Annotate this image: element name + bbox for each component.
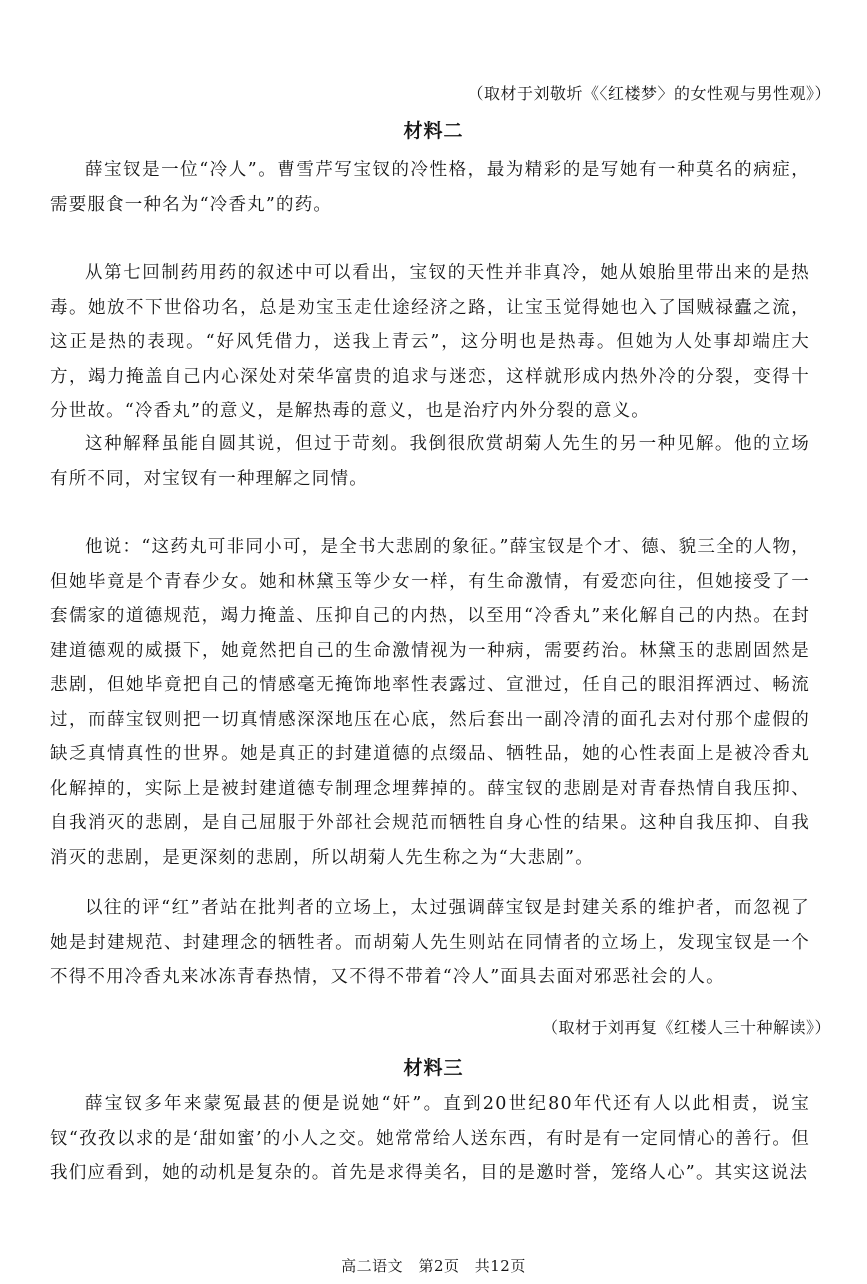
- material-3-heading: 材料三: [403, 1057, 464, 1079]
- footer-subject: 高二语文: [341, 1257, 404, 1275]
- material-2-paragraph-5: 以往的评“红”者站在批判者的立场上，太过强调薛宝钗是封建关系的维护者，而忽视了她是封建规范、封建理念的牺牲者。而胡菊人先生则站在同情者的立场上，发现宝钗是一个不得不用冷香丸来冰冻青春热情，又不得不带着“冷人”面具去面对邪恶社会的人。: [50, 898, 810, 987]
- footer-page-number: 第2页: [418, 1257, 460, 1275]
- material-2-paragraph-2: 从第七回制药用药的叙述中可以看出，宝钗的天性并非真冷，她从娘胎里带出来的是热毒。她放不下世俗功名，总是劝宝玉走仕途经济之路，让宝玉觉得她也入了国贼禄蠹之流，这正是热的表现。“好风凭借力，送我上青云”，这分明也是热毒。但她为人处事却端庄大方，竭力掩盖自己内心深处对荣华富贵的追求与迷恋，这样就形成内热外冷的分裂，变得十分世故。“冷香丸”的意义，是解热毒的意义，也是治疗内外分裂的意义。: [50, 263, 810, 421]
- source-citation-1: （取材于刘敬圻《〈红楼梦〉的女性观与男性观》）: [467, 84, 831, 103]
- material-3-paragraph-1: 薛宝钗多年来蒙冤最甚的便是说她“奸”。直到20世纪80年代还有人以此相责，说宝钗“孜孜以求的是‘甜如蜜’的小人之交。她常常给人送东西，有时是有一定同情心的善行。但我们应看到，她的动机是复杂的。首先是求得美名，目的是邀时誉，笼络人心”。其实这说法: [50, 1094, 810, 1183]
- source-citation-2: （取材于刘再复《红楼人三十种解读》）: [541, 1018, 831, 1037]
- page-footer: [0, 1256, 867, 1276]
- material-2-heading: 材料二: [403, 120, 464, 142]
- material-2-paragraph-3: 这种解释虽能自圆其说，但过于苛刻。我倒很欣赏胡菊人先生的另一种见解。他的立场有所不同，对宝钗有一种理解之同情。: [50, 434, 810, 489]
- footer-total-pages: 共12页: [474, 1257, 526, 1275]
- material-2-paragraph-4: 他说：“这药丸可非同小可，是全书大悲剧的象征。”薛宝钗是个才、德、貌三全的人物，但她毕竟是个青春少女。她和林黛玉等少女一样，有生命激情，有爱恋向往，但她接受了一套儒家的道德规范，竭力掩盖、压抑自己的内热，以至用“冷香丸”来化解自己的内热。在封建道德观的威摄下，她竟然把自己的生命激情视为一种病，需要药治。林黛玉的悲剧固然是悲剧，但她毕竟把自己的情感毫无掩饰地率性表露过、宣泄过，任自己的眼泪挥洒过、畅流过，而薛宝钗则把一切真情感深深地压在心底，然后套出一副冷清的面孔去对付那个虚假的缺乏真情真性的世界。她是真正的封建道德的点缀品、牺牲品，她的心性表面上是被冷香丸化解掉的，实际上是被封建道德专制理念埋葬掉的。薛宝钗的悲剧是对青春热情自我压抑、自我消灭的悲剧，是自己屈服于外部社会规范而牺牲自身心性的结果。这种自我压抑、自我消灭的悲剧，是更深刻的悲剧，所以胡菊人先生称之为“大悲剧”。: [50, 537, 810, 868]
- material-2-paragraph-1: 薛宝钗是一位“冷人”。曹雪芹写宝钗的冷性格，最为精彩的是写她有一种莫名的病症，需要服食一种名为“冷香丸”的药。: [50, 160, 810, 215]
